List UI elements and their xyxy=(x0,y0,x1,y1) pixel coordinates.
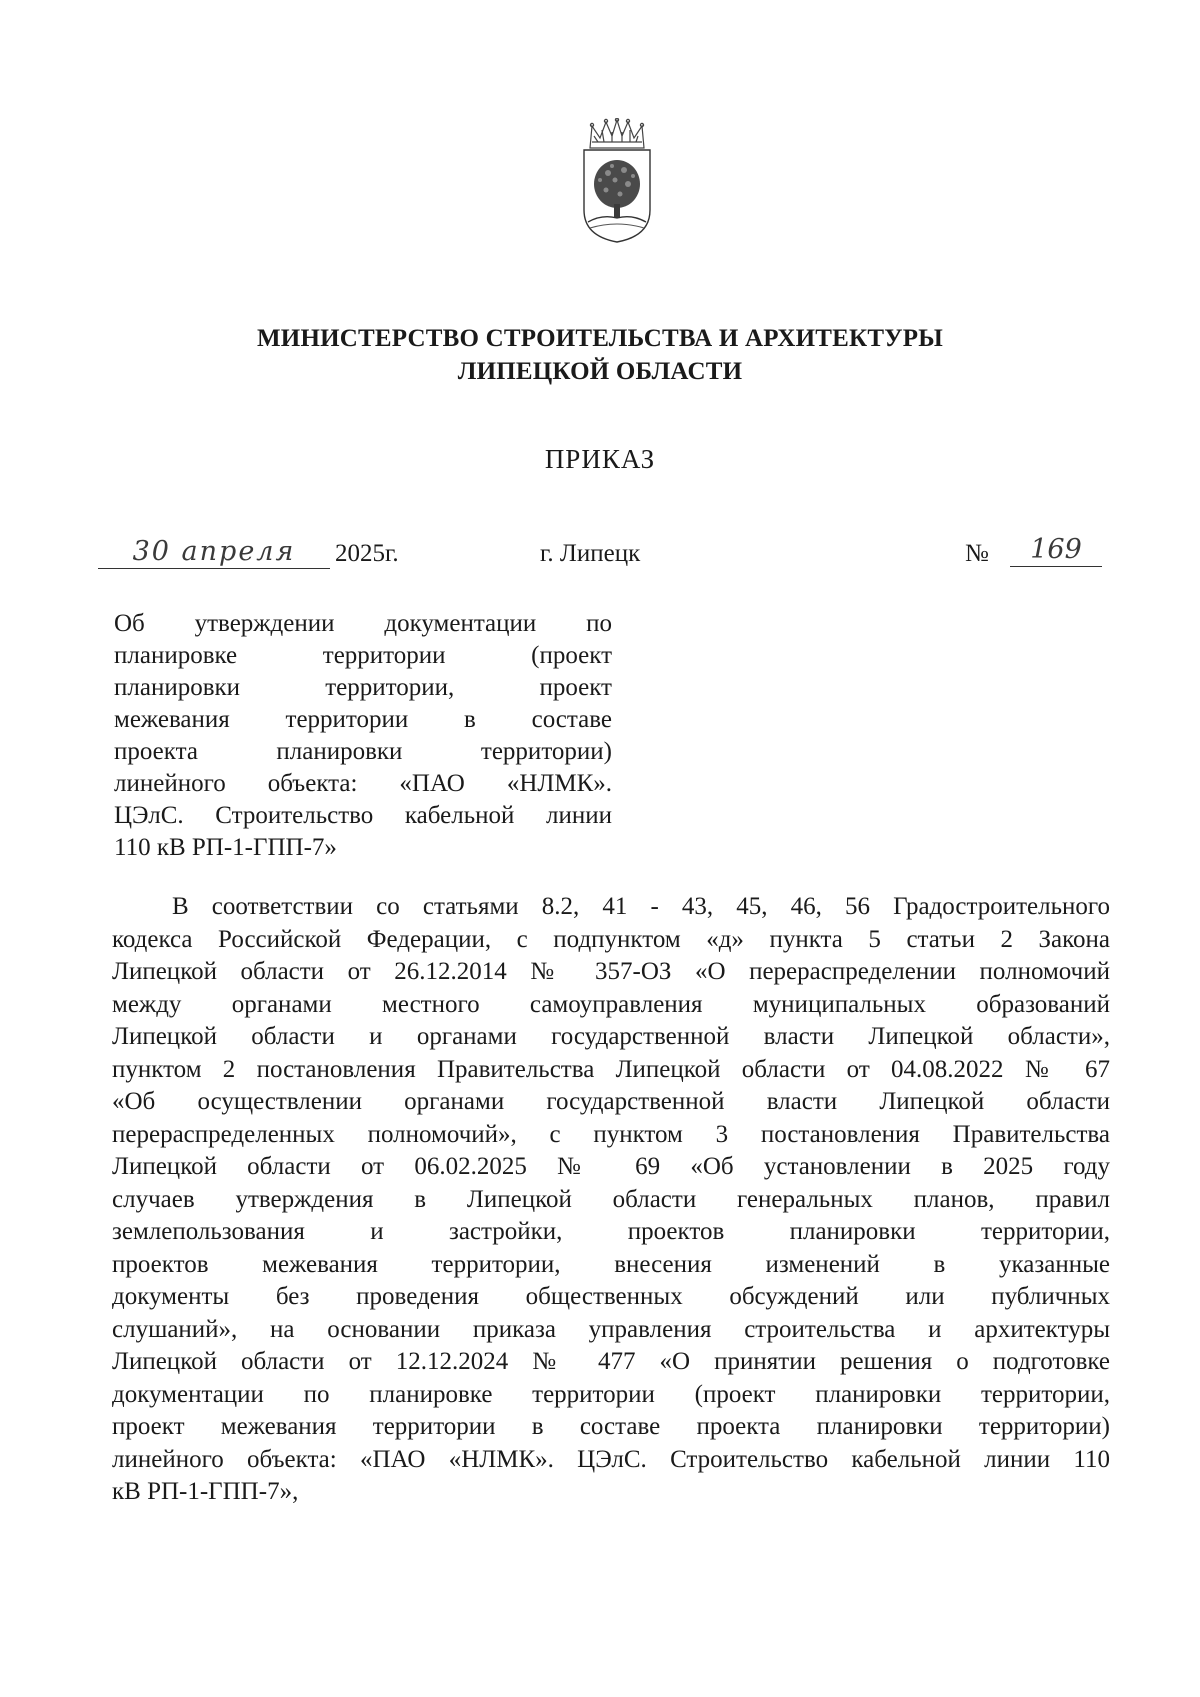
body-line: Липецкой области от 06.02.2025 № 69 «Об установлении в 2025 году xyxy=(112,1153,1110,1180)
city-name: г. Липецк xyxy=(540,540,641,567)
subject-line: проекта планировки территории) xyxy=(114,738,612,765)
coat-of-arms-emblem xyxy=(578,118,656,244)
subject-line: планировке территории (проект xyxy=(114,642,612,669)
body-line: «Об осуществлении органами государственной власти Липецкой области xyxy=(112,1088,1110,1115)
subject-line: Об утверждении документации по xyxy=(114,610,612,637)
body-line: проектов межевания территории, внесения изменений в указанные xyxy=(112,1250,1110,1278)
body-line: документации по планировке территории (проект планировки территории, xyxy=(112,1380,1110,1408)
ministry-name-line-2: ЛИПЕЦКОЙ ОБЛАСТИ xyxy=(457,358,743,385)
number-label: № xyxy=(965,540,989,567)
body-line: кодекса Российской Федерации, с подпунктом «д» пункта 5 статьи 2 Закона xyxy=(112,925,1110,953)
subject-line: планировки территории, проект xyxy=(114,674,612,701)
body-line: слушаний», на основании приказа управления строительства и архитектуры xyxy=(112,1315,1110,1343)
body-line: пунктом 2 постановления Правительства Липецкой области от 04.08.2022 № 67 xyxy=(112,1055,1110,1083)
body-line: документы без проведения общественных обсуждений или публичных xyxy=(112,1283,1110,1310)
subject-line: межевания территории в составе xyxy=(114,706,612,733)
date-year: 2025г. xyxy=(335,540,399,567)
body-line: случаев утверждения в Липецкой области генеральных планов, правил xyxy=(112,1185,1110,1213)
body-line: Липецкой области от 12.12.2024 № 477 «О принятии решения о подготовке xyxy=(112,1348,1110,1375)
ministry-name-line-1: МИНИСТЕРСТВО СТРОИТЕЛЬСТВА И АРХИТЕКТУРЫ xyxy=(257,325,943,352)
document-type-title: ПРИКАЗ xyxy=(544,444,656,474)
subject-line: 110 кВ РП-1-ГПП-7» xyxy=(114,834,337,861)
subject-line: ЦЭлС. Строительство кабельной линии xyxy=(114,802,612,829)
handwritten-date: 30 апреля xyxy=(98,536,330,569)
subject-line: линейного объекта: «ПАО «НЛМК». xyxy=(114,770,612,797)
body-line: перераспределенных полномочий», с пунктом 3 постановления Правительства xyxy=(112,1120,1110,1148)
body-line: линейного объекта: «ПАО «НЛМК». ЦЭлС. Строительство кабельной линии 110 xyxy=(112,1445,1110,1473)
body-line: Липецкой области от 26.12.2014 № 357-ОЗ «О перераспределении полномочий xyxy=(112,958,1110,985)
body-line: Липецкой области и органами государственной власти Липецкой области», xyxy=(112,1023,1110,1050)
body-line: землепользования и застройки, проектов планировки территории, xyxy=(112,1218,1110,1245)
handwritten-order-number: 169 xyxy=(1010,534,1102,567)
body-line: проект межевания территории в составе проекта планировки территории) xyxy=(112,1413,1110,1440)
body-line: В соответствии со статьями 8.2, 41 - 43, 45, 46, 56 Градостроительного xyxy=(172,893,1110,920)
order-preamble xyxy=(112,891,1110,1509)
body-line: кВ РП-1-ГПП-7», xyxy=(112,1478,299,1505)
body-line: между органами местного самоуправления муниципальных образований xyxy=(112,990,1110,1018)
order-subject xyxy=(114,608,612,864)
